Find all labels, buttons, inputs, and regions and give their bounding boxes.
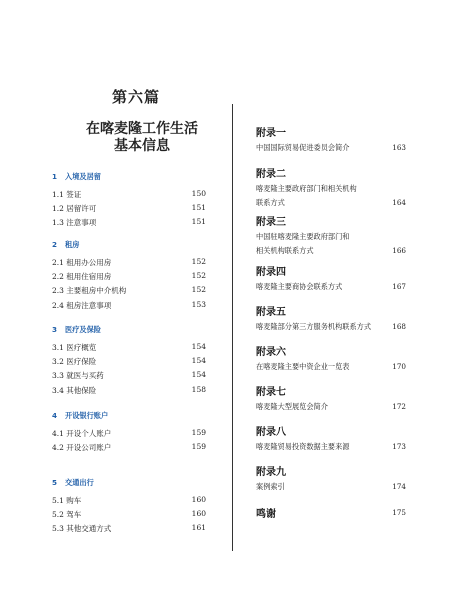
appendix-description: 喀麦隆贸易投资数据主要来源: [256, 442, 350, 451]
section-number: 5: [52, 478, 58, 487]
appendix-description: 喀麦隆主要商协会联系方式: [256, 282, 343, 291]
main-title-line-2: 基本信息: [114, 138, 170, 154]
toc-entry[interactable]: [52, 257, 206, 268]
appendix-description: 喀麦隆主要政府部门和相关机构: [256, 184, 357, 193]
toc-entry[interactable]: [52, 442, 206, 453]
toc-entry-label: 4.2 开设公司账户: [52, 443, 112, 453]
toc-entry-page: 153: [191, 299, 206, 309]
appendix-heading[interactable]: 附录四: [256, 267, 286, 278]
section-heading[interactable]: [52, 478, 94, 488]
toc-entry-page: 152: [191, 257, 206, 266]
appendix-page: 163: [392, 143, 406, 152]
main-title-line-1: 在喀麦隆工作生活: [86, 121, 198, 137]
appendix-heading[interactable]: 附录三: [256, 217, 286, 228]
toc-entry[interactable]: [52, 217, 206, 228]
toc-entry-label: 3.1 医疗概览: [52, 343, 97, 352]
toc-entry-page: 150: [191, 189, 206, 198]
toc-entry-page: 152: [191, 271, 206, 281]
toc-entry[interactable]: [52, 300, 206, 311]
toc-entry[interactable]: [52, 523, 206, 534]
appendix-page: 172: [392, 402, 406, 411]
column-divider: [232, 104, 233, 551]
section-title: 租房: [65, 240, 80, 249]
section-number: 2: [52, 240, 58, 249]
appendix-description: 案例索引: [256, 482, 285, 491]
appendix-heading[interactable]: 附录七: [256, 387, 286, 398]
toc-entry[interactable]: [52, 495, 206, 506]
section-heading[interactable]: [52, 411, 108, 421]
appendix-heading[interactable]: 附录五: [256, 307, 286, 318]
appendix-description: 喀麦隆部分第三方服务机构联系方式: [256, 322, 372, 331]
toc-entry-page: 151: [191, 217, 206, 227]
section-title: 交通出行: [65, 478, 94, 487]
appendix-page: 164: [392, 198, 406, 207]
appendix-description: 相关机构联系方式: [256, 246, 314, 255]
toc-entry-page: 154: [191, 356, 206, 366]
toc-entry[interactable]: [52, 285, 206, 296]
appendix-page: 174: [392, 482, 406, 491]
appendix-heading[interactable]: 附录六: [256, 347, 286, 358]
toc-entry[interactable]: [52, 385, 206, 396]
toc-entry-label: 5.3 其他交通方式: [52, 524, 112, 534]
toc-entry[interactable]: [52, 370, 206, 381]
section-title: 医疗及保险: [65, 325, 101, 334]
part-title: 第六篇: [112, 88, 161, 106]
toc-entry-page: 160: [191, 509, 206, 519]
toc-entry[interactable]: [52, 356, 206, 367]
section-number: 4: [52, 411, 58, 420]
main-title: [52, 121, 232, 155]
appendix-page: 170: [392, 362, 406, 371]
toc-entry[interactable]: [52, 189, 206, 200]
toc-entry-page: 161: [191, 523, 206, 533]
toc-entry-label: 2.4 租房注意事项: [52, 300, 112, 310]
appendix-description: 联系方式: [256, 198, 285, 207]
appendix-heading[interactable]: 附录一: [256, 128, 286, 139]
appendix-description: 喀麦隆大型展览会简介: [256, 402, 328, 411]
appendix-page: 173: [392, 442, 406, 451]
appendix-heading[interactable]: 附录二: [256, 169, 286, 180]
toc-entry-label: 5.2 驾车: [52, 510, 82, 520]
appendix-description: 中国驻喀麦隆主要政府部门和: [256, 232, 350, 241]
section-number: 1: [52, 172, 58, 181]
appendix-heading[interactable]: 鸣谢: [256, 509, 276, 520]
toc-entry-page: 159: [191, 442, 206, 452]
toc-entry-page: 154: [191, 342, 206, 351]
section-heading[interactable]: [52, 172, 101, 182]
toc-entry-label: 3.4 其他保险: [52, 385, 97, 395]
toc-entry-label: 3.2 医疗保险: [52, 357, 97, 367]
toc-entry-label: 4.1 开设个人账户: [52, 429, 112, 438]
toc-entry-label: 5.1 购车: [52, 496, 82, 505]
section-number: 3: [52, 325, 58, 334]
appendix-description: 中国国际贸易促进委员会简介: [256, 143, 350, 152]
toc-entry[interactable]: [52, 203, 206, 214]
appendix-page: 167: [392, 282, 406, 291]
toc-entry-label: 2.1 租用办公用房: [52, 258, 112, 267]
toc-entry-label: 1.2 居留许可: [52, 204, 97, 214]
appendix-page: 168: [392, 322, 406, 331]
appendix-page: 175: [392, 508, 406, 517]
toc-entry-page: 152: [191, 285, 206, 295]
toc-entry-page: 154: [191, 370, 206, 380]
toc-entry[interactable]: [52, 428, 206, 439]
appendix-page: 166: [392, 246, 406, 255]
toc-entry-page: 160: [191, 495, 206, 504]
section-heading[interactable]: [52, 240, 79, 250]
toc-entry-label: 2.2 租用住宿用房: [52, 272, 112, 282]
toc-entry[interactable]: [52, 271, 206, 282]
appendix-description: 在喀麦隆主要中资企业一览表: [256, 362, 350, 371]
section-heading[interactable]: [52, 325, 101, 335]
appendix-heading[interactable]: 附录八: [256, 427, 286, 438]
toc-entry-page: 158: [191, 384, 206, 394]
toc-entry[interactable]: [52, 342, 206, 353]
toc-entry-page: 159: [191, 428, 206, 437]
toc-entry-page: 151: [191, 203, 206, 213]
appendix-heading[interactable]: 附录九: [256, 467, 286, 478]
section-title: 开设银行账户: [65, 411, 109, 420]
toc-entry-label: 3.3 就医与买药: [52, 371, 104, 381]
section-title: 入境及居留: [65, 172, 101, 181]
toc-entry-label: 1.1 签证: [52, 190, 82, 199]
toc-entry[interactable]: [52, 509, 206, 520]
toc-entry-label: 2.3 主要租房中介机构: [52, 286, 127, 296]
toc-entry-label: 1.3 注意事项: [52, 218, 97, 228]
